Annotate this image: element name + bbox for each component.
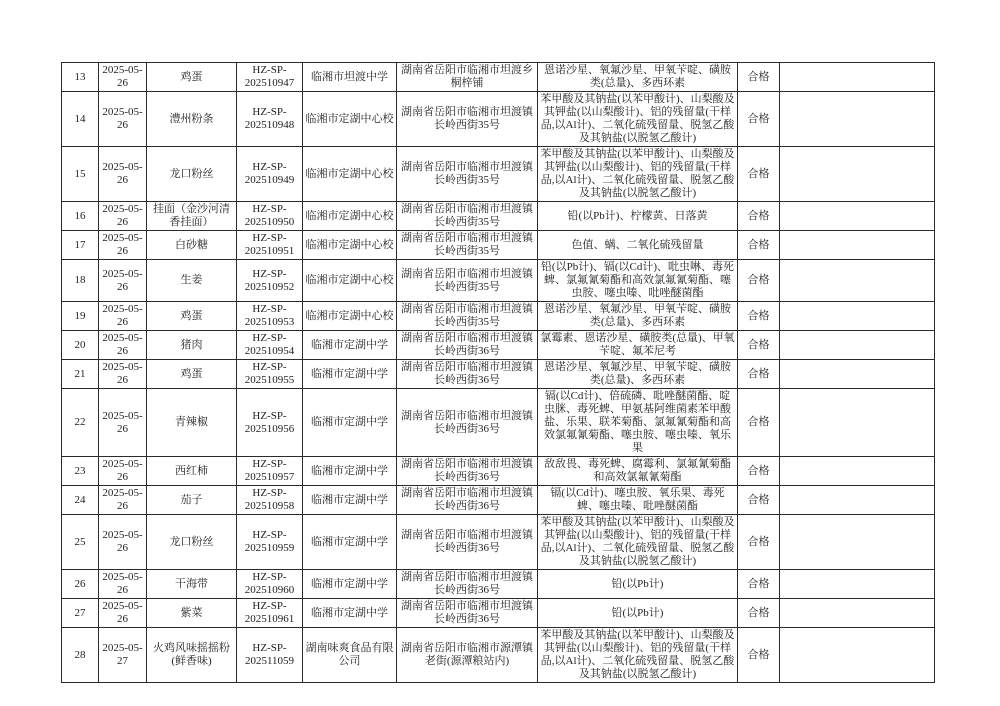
cell-remark: [780, 599, 935, 628]
cell-result: 合格: [738, 457, 780, 486]
cell-org: 临湘市定湖中学: [303, 570, 397, 599]
cell-items: 铅(以Pb计)、柠檬黄、日落黄: [538, 202, 738, 231]
cell-org: 临湘市定湖中心校: [303, 202, 397, 231]
cell-remark: [780, 486, 935, 515]
cell-result: 合格: [738, 63, 780, 92]
cell-remark: [780, 331, 935, 360]
cell-product: 白砂糖: [147, 231, 237, 260]
cell-items: 恩诺沙星、氧氟沙星、甲氧苄啶、磺胺类(总量)、多西环素: [538, 63, 738, 92]
cell-sample-id: HZ-SP-202510955: [237, 360, 303, 389]
cell-items: 苯甲酸及其钠盐(以苯甲酸计)、山梨酸及其钾盐(以山梨酸计)、铝的残留量(干样品,以Al计)、二氧化硫残留量、脱氢乙酸及其钠盐(以脱氢乙酸计): [538, 147, 738, 202]
cell-sample-id: HZ-SP-202510961: [237, 599, 303, 628]
cell-sample-id: HZ-SP-202510960: [237, 570, 303, 599]
cell-no: 15: [62, 147, 99, 202]
cell-no: 24: [62, 486, 99, 515]
cell-items: 恩诺沙星、氧氟沙星、甲氧苄啶、磺胺类(总量)、多西环素: [538, 302, 738, 331]
table-row: [62, 360, 935, 389]
table-row: [62, 457, 935, 486]
cell-no: 27: [62, 599, 99, 628]
cell-result: 合格: [738, 302, 780, 331]
cell-address: 湖南省岳阳市临湘市源潭镇老街(源潭粮站内): [397, 628, 538, 683]
cell-no: 22: [62, 389, 99, 457]
cell-address: 湖南省岳阳市临湘市坦渡镇长岭西街35号: [397, 302, 538, 331]
cell-items: 敌敌畏、毒死蜱、腐霉利、氯氟氰菊酯和高效氯氟氰菊酯: [538, 457, 738, 486]
cell-sample-id: HZ-SP-202511059: [237, 628, 303, 683]
cell-sample-id: HZ-SP-202510948: [237, 92, 303, 147]
cell-org: 临湘市定湖中心校: [303, 147, 397, 202]
cell-remark: [780, 628, 935, 683]
cell-org: 临湘市定湖中心校: [303, 92, 397, 147]
cell-result: 合格: [738, 202, 780, 231]
cell-date: 2025-05-26: [99, 389, 147, 457]
cell-date: 2025-05-26: [99, 302, 147, 331]
cell-items: 镉(以Cd计)、噻虫胺、氧乐果、毒死蜱、噻虫嗪、吡唑醚菌酯: [538, 486, 738, 515]
cell-product: 茄子: [147, 486, 237, 515]
cell-product: 鸡蛋: [147, 302, 237, 331]
cell-org: 临湘市定湖中学: [303, 515, 397, 570]
cell-result: 合格: [738, 331, 780, 360]
cell-sample-id: HZ-SP-202510956: [237, 389, 303, 457]
table-row: [62, 260, 935, 302]
cell-date: 2025-05-27: [99, 628, 147, 683]
cell-date: 2025-05-26: [99, 570, 147, 599]
cell-remark: [780, 360, 935, 389]
cell-items: 色值、螨、二氧化硫残留量: [538, 231, 738, 260]
cell-address: 湖南省岳阳市临湘市坦渡乡桐梓铺: [397, 63, 538, 92]
cell-address: 湖南省岳阳市临湘市坦渡镇长岭西街35号: [397, 231, 538, 260]
cell-date: 2025-05-26: [99, 360, 147, 389]
cell-date: 2025-05-26: [99, 231, 147, 260]
cell-items: 铅(以Pb计): [538, 599, 738, 628]
cell-remark: [780, 231, 935, 260]
cell-sample-id: HZ-SP-202510958: [237, 486, 303, 515]
cell-address: 湖南省岳阳市临湘市坦渡镇长岭西街35号: [397, 92, 538, 147]
inspection-results-table: [61, 62, 935, 683]
cell-remark: [780, 389, 935, 457]
cell-remark: [780, 302, 935, 331]
cell-date: 2025-05-26: [99, 331, 147, 360]
cell-remark: [780, 570, 935, 599]
table-row: [62, 92, 935, 147]
cell-result: 合格: [738, 628, 780, 683]
cell-product: 澧州粉条: [147, 92, 237, 147]
cell-org: 湖南味爽食品有限公司: [303, 628, 397, 683]
cell-product: 生姜: [147, 260, 237, 302]
cell-no: 18: [62, 260, 99, 302]
cell-sample-id: HZ-SP-202510957: [237, 457, 303, 486]
cell-address: 湖南省岳阳市临湘市坦渡镇长岭西街35号: [397, 202, 538, 231]
cell-sample-id: HZ-SP-202510950: [237, 202, 303, 231]
cell-org: 临湘市定湖中心校: [303, 302, 397, 331]
cell-items: 氯霉素、恩诺沙星、磺胺类(总量)、甲氧苄啶、氟苯尼考: [538, 331, 738, 360]
cell-product: 紫菜: [147, 599, 237, 628]
table-row: [62, 570, 935, 599]
cell-sample-id: HZ-SP-202510952: [237, 260, 303, 302]
cell-product: 西红柿: [147, 457, 237, 486]
cell-no: 14: [62, 92, 99, 147]
cell-org: 临湘市定湖中心校: [303, 260, 397, 302]
cell-remark: [780, 260, 935, 302]
table-row: [62, 628, 935, 683]
cell-product: 火鸡风味摇摇粉(鲜香味): [147, 628, 237, 683]
cell-remark: [780, 202, 935, 231]
table-row: [62, 147, 935, 202]
cell-product: 猪肉: [147, 331, 237, 360]
cell-result: 合格: [738, 360, 780, 389]
cell-product: 干海带: [147, 570, 237, 599]
cell-org: 临湘市定湖中学: [303, 389, 397, 457]
cell-org: 临湘市定湖中学: [303, 360, 397, 389]
cell-address: 湖南省岳阳市临湘市坦渡镇长岭西街36号: [397, 515, 538, 570]
cell-result: 合格: [738, 92, 780, 147]
cell-result: 合格: [738, 260, 780, 302]
cell-org: 临湘市定湖中学: [303, 599, 397, 628]
cell-sample-id: HZ-SP-202510951: [237, 231, 303, 260]
cell-remark: [780, 63, 935, 92]
cell-address: 湖南省岳阳市临湘市坦渡镇长岭西街35号: [397, 147, 538, 202]
cell-product: 挂面（金沙河清香挂面）: [147, 202, 237, 231]
cell-sample-id: HZ-SP-202510959: [237, 515, 303, 570]
cell-remark: [780, 147, 935, 202]
cell-result: 合格: [738, 389, 780, 457]
cell-no: 26: [62, 570, 99, 599]
cell-no: 13: [62, 63, 99, 92]
cell-remark: [780, 457, 935, 486]
cell-remark: [780, 92, 935, 147]
table-row: [62, 599, 935, 628]
cell-result: 合格: [738, 231, 780, 260]
cell-date: 2025-05-26: [99, 486, 147, 515]
cell-address: 湖南省岳阳市临湘市坦渡镇长岭西街36号: [397, 389, 538, 457]
cell-date: 2025-05-26: [99, 457, 147, 486]
cell-sample-id: HZ-SP-202510947: [237, 63, 303, 92]
cell-result: 合格: [738, 147, 780, 202]
cell-product: 龙口粉丝: [147, 515, 237, 570]
cell-org: 临湘市坦渡中学: [303, 63, 397, 92]
cell-result: 合格: [738, 599, 780, 628]
cell-sample-id: HZ-SP-202510953: [237, 302, 303, 331]
table-row: [62, 231, 935, 260]
table-row: [62, 202, 935, 231]
cell-result: 合格: [738, 570, 780, 599]
table-row: [62, 302, 935, 331]
cell-items: 苯甲酸及其钠盐(以苯甲酸计)、山梨酸及其钾盐(以山梨酸计)、铝的残留量(干样品,以Al计)、二氧化硫残留量、脱氢乙酸及其钠盐(以脱氢乙酸计): [538, 92, 738, 147]
cell-date: 2025-05-26: [99, 260, 147, 302]
table-row: [62, 515, 935, 570]
cell-items: 铅(以Pb计)、镉(以Cd计)、吡虫啉、毒死蜱、氯氟氰菊酯和高效氯氟氰菊酯、噻虫胺、噻虫嗪、吡唑醚菌酯: [538, 260, 738, 302]
cell-sample-id: HZ-SP-202510954: [237, 331, 303, 360]
cell-items: 恩诺沙星、氧氟沙星、甲氧苄啶、磺胺类(总量)、多西环素: [538, 360, 738, 389]
cell-date: 2025-05-26: [99, 63, 147, 92]
cell-org: 临湘市定湖中学: [303, 457, 397, 486]
cell-result: 合格: [738, 486, 780, 515]
cell-date: 2025-05-26: [99, 515, 147, 570]
table-row: [62, 389, 935, 457]
cell-product: 鸡蛋: [147, 63, 237, 92]
cell-remark: [780, 515, 935, 570]
cell-no: 20: [62, 331, 99, 360]
cell-no: 17: [62, 231, 99, 260]
cell-address: 湖南省岳阳市临湘市坦渡镇长岭西街36号: [397, 570, 538, 599]
cell-address: 湖南省岳阳市临湘市坦渡镇长岭西街36号: [397, 331, 538, 360]
cell-items: 苯甲酸及其钠盐(以苯甲酸计)、山梨酸及其钾盐(以山梨酸计)、铝的残留量(干样品,以Al计)、二氧化硫残留量、脱氢乙酸及其钠盐(以脱氢乙酸计): [538, 515, 738, 570]
cell-no: 16: [62, 202, 99, 231]
results-table-body: [62, 63, 935, 683]
cell-no: 28: [62, 628, 99, 683]
cell-no: 19: [62, 302, 99, 331]
cell-product: 青辣椒: [147, 389, 237, 457]
cell-no: 25: [62, 515, 99, 570]
cell-date: 2025-05-26: [99, 599, 147, 628]
cell-product: 鸡蛋: [147, 360, 237, 389]
cell-address: 湖南省岳阳市临湘市坦渡镇长岭西街36号: [397, 599, 538, 628]
table-row: [62, 486, 935, 515]
cell-product: 龙口粉丝: [147, 147, 237, 202]
cell-org: 临湘市定湖中心校: [303, 231, 397, 260]
table-row: [62, 331, 935, 360]
cell-org: 临湘市定湖中学: [303, 486, 397, 515]
cell-items: 铅(以Pb计): [538, 570, 738, 599]
cell-date: 2025-05-26: [99, 202, 147, 231]
cell-address: 湖南省岳阳市临湘市坦渡镇长岭西街35号: [397, 260, 538, 302]
cell-address: 湖南省岳阳市临湘市坦渡镇长岭西街36号: [397, 457, 538, 486]
cell-address: 湖南省岳阳市临湘市坦渡镇长岭西街36号: [397, 360, 538, 389]
table-row: [62, 63, 935, 92]
cell-date: 2025-05-26: [99, 147, 147, 202]
cell-address: 湖南省岳阳市临湘市坦渡镇长岭西街36号: [397, 486, 538, 515]
cell-result: 合格: [738, 515, 780, 570]
cell-org: 临湘市定湖中学: [303, 331, 397, 360]
cell-sample-id: HZ-SP-202510949: [237, 147, 303, 202]
cell-no: 21: [62, 360, 99, 389]
cell-items: 镉(以Cd计)、倍硫磷、吡唑醚菌酯、啶虫脒、毒死蜱、甲氨基阿维菌素苯甲酸盐、乐果、联苯菊酯、氯氟氰菊酯和高效氯氟氰菊酯、噻虫胺、噻虫嗪、氧乐果: [538, 389, 738, 457]
cell-items: 苯甲酸及其钠盐(以苯甲酸计)、山梨酸及其钾盐(以山梨酸计)、铝的残留量(干样品,以Al计)、二氧化硫残留量、脱氢乙酸及其钠盐(以脱氢乙酸计): [538, 628, 738, 683]
cell-no: 23: [62, 457, 99, 486]
cell-date: 2025-05-26: [99, 92, 147, 147]
